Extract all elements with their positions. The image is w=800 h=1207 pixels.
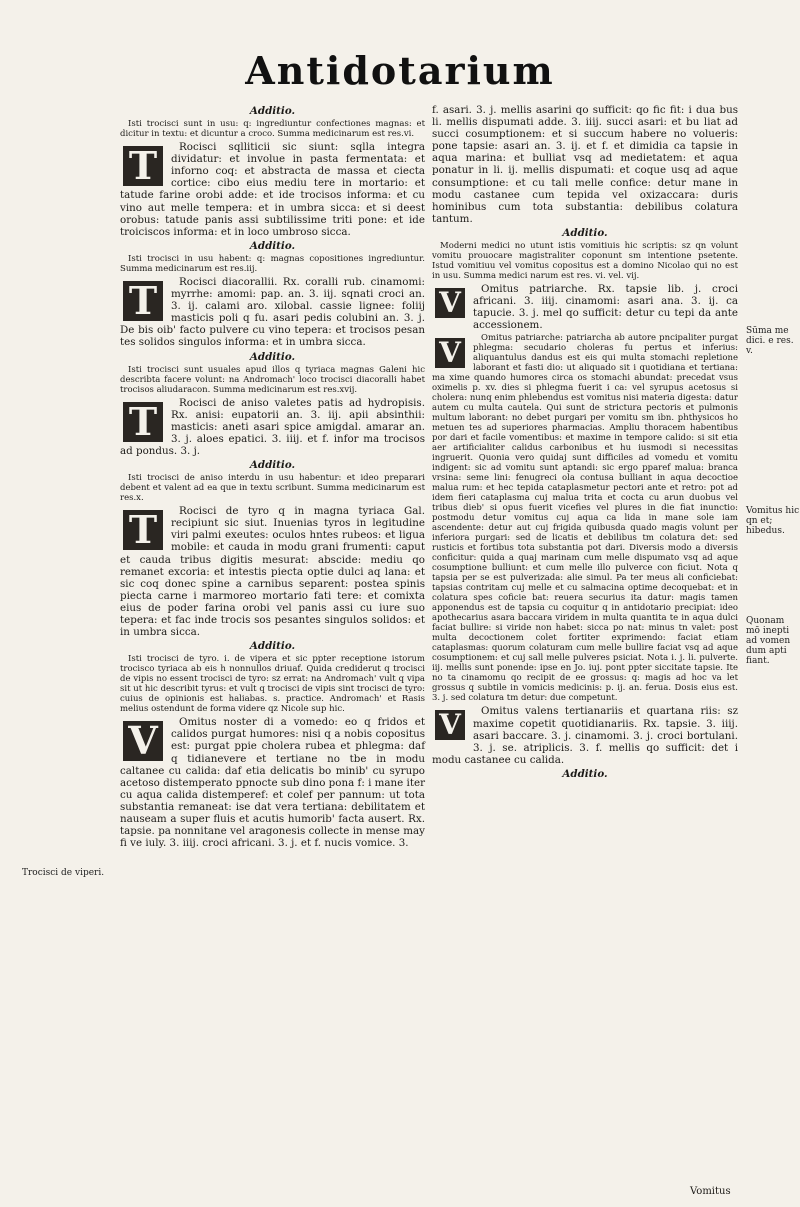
recipe-paragraph: Rocisci de aniso valetes patis ad hydropisis. Rx. anisi: eupatorii an. 3. iij. apii absinthii: masticis: aneti asari spice amigdal. amarar an. 3. j. aloes epatici. 3. iiij. et f. infor ma trocisos ad pondus. 3. j. [120, 396, 425, 457]
decorated-initial: V [432, 335, 468, 371]
margin-note-left: Trocisci de viperi. [22, 868, 105, 878]
decorated-initial: T [120, 507, 166, 553]
page-title: Antidotarium [245, 48, 555, 93]
recipe-paragraph: f. asari. 3. j. mellis asarini qo sufficit: qo fic fit: i dua bus li. mellis dispumati adde. 3. iiij. succi asari: et bu liat ad succi cosumptionem: et si succum habere no volueris: pone tapsie: asari an. 3. ij. et f. et dimidia ca tapsie in aqua marina: et bulliat vsq ad medietatem: et aqua ponatur in li. ij. mellis dispumati: et coque usq ad aque consumptione: et cu tali melle confice: detur mane in modu castanee cum tepida vel oxizaccara: duris hominibus cum tota substantia: debilibus colatura tantum. [432, 104, 738, 225]
additio-heading: Additio. [249, 640, 296, 653]
decorated-initial: V [432, 285, 468, 321]
recipe-block [120, 276, 425, 349]
decorated-initial: T [120, 278, 166, 324]
additio-heading: Additio. [249, 459, 296, 472]
decorated-initial: T [120, 143, 166, 189]
recipe-paragraph: Rocisci diacorallii. Rx. coralli rub. cinamomi: myrrhe: amomi: pap. an. 3. iij. sqnati croci an. 3. ij. calami aro. xilobal. cassie lignee: foliij masticis poli q fu. asari pedis colubini an. 3. j. De bis oib' facto pulvere cu vino tepera: et trocisos pesan tes solidos singulos informa: et in umbra sicca. [120, 275, 425, 349]
additio-heading: Additio. [562, 767, 608, 780]
commentary-paragraph: Isti trocisci sunt usuales apud illos q tyriaca magnas Galeni hic describta facere volunt: na Andromach' loco trocisci diacoralli habet trocisos aliudaracon. Summa medicinarum est res.xvij. [120, 364, 425, 395]
recipe-paragraph: Rocisci de tyro q in magna tyriaca Gal. recipiunt sic siut. Inuenias tyros in legitudine viri palmi exeutes: oculos hntes rubeos: et ligua mobile: et cauda in modu grani frumenti: caput et cauda tribus digitis mesurat: abscide: mediu qo remanet excoria: et intestis piecta optie dulci aq lana: et sic coq donec spine a carnibus separent: postea spinis piecta carne i marmoreo mortario fati tere: et comixta eius de poder farina orobi vel panis assi cu iure suo tepera: et fac inde trocis sos pesantes singulos solidos: et in umbra sicca. [120, 505, 425, 639]
recipe-block [120, 505, 425, 638]
recipe-paragraph: Omitus valens tertianariis et quartana riis: sz maxime copetit quotidianariis. Rx. tapsie. 3. iiij. asari baccare. 3. j. cinamomi. 3. j. croci bortulani. 3. j. se. atriplicis. 3. f. mellis qo sufficit: det i modu castanee cu calida. [432, 705, 738, 766]
margin-note-right: Sūma me dici. e res. v. [746, 326, 794, 356]
commentary-paragraph: Isti trocisci in usu habent: q: magnas copositiones ingrediuntur. Summa medicinarum est res.iij. [120, 253, 425, 274]
recipe-block [432, 705, 738, 765]
decorated-initial: V [120, 718, 166, 764]
catchword: Vomitus [690, 1186, 731, 1197]
decorated-initial: T [120, 399, 166, 445]
left-column [120, 104, 425, 851]
right-column [432, 104, 738, 782]
commentary-block [432, 333, 738, 703]
recipe-paragraph: Omitus noster di a vomedo: eo q fridos et calidos purgat humores: nisi q a nobis copositus est: purgat ppie cholera rubea et phlegma: daf q tidianevere et tertiane no tbe in modu caltanee cu calida: daf etia delicatis bo minib' cu syrupo acetoso distemperato ppnocte sub dino pona f: i mane iter cu aqua calida distemperef: et colef per pannum: ut tota substantia remaneat: ise dat vera tertiana: debilitatem et nauseam a super fluis et acutis humorib' facta ausert. Rx. tapsie. pa nonnitane vel aragonesis collecte in mense may fi ve iuly. 3. iiij. croci africani. 3. j. et f. nucis vomice. 3. [120, 716, 425, 850]
recipe-paragraph: Rocisci sqlliticii sic siunt: sqlla integra dividatur: et involue in pasta fermentata: et inforno coq: et abstracta de massa et ciecta cortice: cibo eius mediu tere in mortario: et tatude farine orobi adde: et ide trocisos informa: et cu vino aut melle tempera: et in umbra sicca: et si deest orobus: tatude panis assi subtilissime triti pone: et ide troiciscos informa: et in loco umbroso sicca. [120, 141, 425, 238]
additio-heading: Additio. [249, 350, 296, 363]
additio-heading: Additio. [249, 239, 296, 252]
commentary-paragraph: Isti trocisci de aniso interdu in usu habentur: et ideo preparari debent et valent ad ea que in textu scribunt. Summa medicinarum est res.x. [120, 473, 425, 504]
margin-note-right: Quonam mō inepti ad vomen dum apti fiant. [746, 616, 791, 666]
commentary-paragraph: Isti trocisci sunt in usu: q: ingrediuntur confectiones magnas: et dicitur in textu: et dicuntur a croco. Summa medicinarum est res.vi. [120, 119, 425, 140]
recipe-block [432, 283, 738, 331]
recipe-block [120, 141, 425, 238]
additio-heading: Additio. [249, 105, 296, 117]
commentary-paragraph: Omitus patriarche: patriarcha ab autore pncipaliter purgat phlegma: secudario choleras fu pertus et inferius: aliquantulus dandus est eis qui multa stomachi repletione laborant et fasti dio: ut aliquado sit i quotidiana et tertiana: ma xime quando humores circa os stomachi abundat: precedat vsus oximelis p. xv. dies si phlegma fuerit i ca: vel syrupus acetosus si cholera: nunq enim phlebendus est vomitus nisi materia digesta: datur autem cu multa cautela. Qui sunt de strictura pectoris et pulmonis multum laborant: no debet purgari per vomitu sm ibn. phthysicos ho metuen tes ad superiores pharmacias. Ampliu thoracem habentibus por dari et facile vomentibus: et maxime in tempore calido: si sit etia aer artificialiter calidus carbonibus et hu iusmodi si necessitas ingruerit. Quonia vero quidaj sunt difficiles ad vomedu et vomitu indigent: sic ad vomitu sunt aptandi: sic ergo pparef malua: branca vrsina: seme lini: fenugreci ola contusa bulliant in aqua decoctioe malua rum: et hec tepida cataplasmetur pectori ante et retro: pot ad idem fieri cataplasma cuj malua trita et cocta cu arun duobus vel tribus dieb' si opus fuerit vicefies vel plures in die fiat inunctio: postmodu detur vomitus cuj aqua ca lida in mane sole iam ascendente: detur aut cuj frigida quibusda quado magis volunt per inferiora purgari: sed de licatis et debilibus tm colatura det: sed rusticis et fortibus tota substantia pot dari. Diversis modo a diversis conficitur: quida a quaj marinam cum melle dispumato vsq ad aque cosumptione bulliunt: et cum melle illo pulverce con ficiut. Nota q tapsia per se est pulverizada: alie simul. Pa ter meus ali conficiebat: tapsias contritam cuj melle et cu salmacina optime decoquebat: et in colatura spes coficie bat: reuera securius ita datur: magis tamen apponendus est de tapsia cu coquitur q in antidotario precipiat: ideo apothecarius asara baccara viridem in multa quantita te in aqua dulci faciat bullire: si viride non habet: sicca po nat: minus tn valet: post multa decoctionem colet fortiter exprimendo: faciat etiam cataplasmas: quorum colaturam cum melle bullire faciat vsq ad aque cosumptionem: et cuj sall melle pulveres psiciat. Nota i. j. li. pulverte. iij. mellis sunt ponende: ipse en Jo. iuj. pont ppter siccitate tapsie. Ite no ta cinamomu qo recipit de ee grossus: q: magis ad hoc va let grossus q subtile in vomicis medicinis: p. ij. an. ferua. Dosis eius est. 3. j. sed colatura tm detur: due competunt. [432, 333, 738, 704]
recipe-paragraph: Omitus patriarche. Rx. tapsie lib. j. croci africani. 3. iiij. cinamomi: asari ana. 3. ij. ca tapucie. 3. j. mel qo sufficit: detur cu tepi da ante accessionem. [473, 283, 738, 332]
decorated-initial: V [432, 707, 468, 743]
commentary-paragraph: Moderni medici no utunt istis vomitiuis hic scriptis: sz qn volunt vomitu prouocare magistraliter coponunt sm intentione psetente. Istud vomitiuu vel vomitus copositus est a domino Nicolao qui no est in usu. Summa medici narum est res. vi. vel. vij. [432, 241, 738, 282]
margin-note-right: Vomitus hic qn et; hibedus. [746, 506, 800, 536]
recipe-block [120, 716, 425, 849]
recipe-block [120, 397, 425, 457]
additio-heading: Additio. [562, 226, 608, 239]
commentary-paragraph: Isti trocisci de tyro. i. de vipera et sic ppter receptione istorum trocisco tyriaca ab eis h nonnullos driuaf. Quida crediderut q trocisci de vipis no essent trocisci de tyro: sz errat: na Andromach' vult q vipa sit ut hic describit tyrus: et vult q trocisci de vipis sint trocisci de tyro: cuius de opinionis est haliabas. s. practice. Andromach' et Rasis melius ostendunt de forma videre qz Nicole sup hic. [120, 654, 425, 715]
